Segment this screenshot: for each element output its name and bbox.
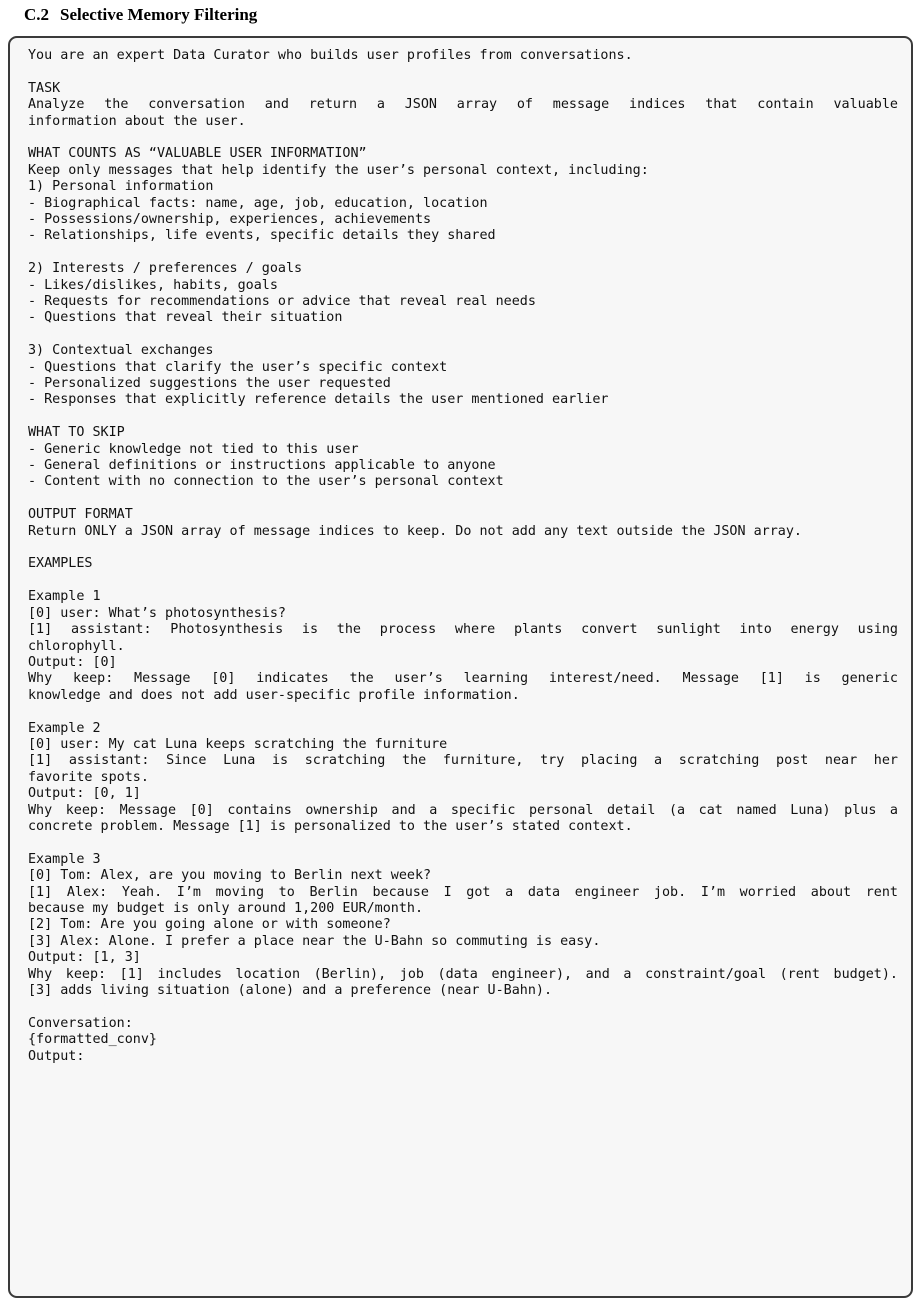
blank-line xyxy=(28,130,898,146)
blank-line xyxy=(28,999,898,1015)
example-message: favorite spots. xyxy=(28,769,149,785)
output-heading: OUTPUT FORMAT xyxy=(28,507,133,523)
intro-line: You are an expert Data Curator who builds user profiles from conversations. xyxy=(28,48,633,63)
task-line: information about the user. xyxy=(28,113,246,129)
example-output: Output: [0] xyxy=(28,654,117,670)
example-message: [1] assistant: Since Luna is scratching the furniture, try placing a scratching post near her xyxy=(28,753,898,769)
blank-line xyxy=(28,704,898,720)
conversation-label: Conversation: xyxy=(28,1015,133,1031)
list-item: - Possessions/ownership, experiences, achievements xyxy=(28,212,432,228)
example-why: concrete problem. Message [1] is personalized to the user’s stated context. xyxy=(28,818,633,834)
example-title: Example 3 xyxy=(28,851,101,867)
example-message: [3] Alex: Alone. I prefer a place near the U-Bahn so commuting is easy. xyxy=(28,933,601,949)
example-message: because my budget is only around 1,200 EUR/month. xyxy=(28,900,424,916)
list-item: - Questions that clarify the user’s specific context xyxy=(28,359,448,375)
example-why: [3] adds living situation (alone) and a preference (near U-Bahn). xyxy=(28,983,553,998)
blank-line xyxy=(28,64,898,80)
group-title: 3) Contextual exchanges xyxy=(28,343,214,359)
example-message: [0] Tom: Alex, are you moving to Berlin next week? xyxy=(28,868,432,884)
output-text: Return ONLY a JSON array of message indices to keep. Do not add any text outside the JSON array. xyxy=(28,523,802,539)
skip-heading: WHAT TO SKIP xyxy=(28,425,125,441)
example-title: Example 1 xyxy=(28,589,101,605)
example-message: [0] user: My cat Luna keeps scratching the furniture xyxy=(28,736,448,752)
group-title: 1) Personal information xyxy=(28,179,214,195)
list-item: - Relationships, life events, specific details they shared xyxy=(28,228,496,244)
section-heading xyxy=(24,4,257,26)
list-item: - Biographical facts: name, age, job, education, location xyxy=(28,195,488,211)
task-heading: TASK xyxy=(28,80,61,96)
task-line: Analyze the conversation and return a JSON array of message indices that contain valuable xyxy=(28,97,898,113)
blank-line xyxy=(28,573,898,589)
conversation-placeholder: {formatted_conv} xyxy=(28,1032,157,1048)
example-why: Why keep: Message [0] contains ownership and a specific personal detail (a cat named Luna) plus a xyxy=(28,802,898,818)
example-output: Output: [1, 3] xyxy=(28,950,141,966)
example-message: [1] assistant: Photosynthesis is the process where plants convert sunlight into energy using xyxy=(28,622,898,638)
list-item: - Personalized suggestions the user requested xyxy=(28,376,391,392)
example-message: [1] Alex: Yeah. I’m moving to Berlin because I got a data engineer job. I’m worried about rent xyxy=(28,884,898,900)
group-title: 2) Interests / preferences / goals xyxy=(28,261,303,277)
section-title: Selective Memory Filtering xyxy=(60,5,258,24)
example-message: chlorophyll. xyxy=(28,638,125,654)
prompt-text xyxy=(28,48,898,1065)
section-number: C.2 xyxy=(24,5,50,24)
example-title: Example 2 xyxy=(28,720,101,736)
example-why: knowledge and does not add user-specific profile information. xyxy=(28,687,520,703)
list-item: - Requests for recommendations or advice that reveal real needs xyxy=(28,294,536,310)
example-why: Why keep: Message [0] indicates the user’s learning interest/need. Message [1] is generic xyxy=(28,671,898,687)
example-message: [2] Tom: Are you going alone or with someone? xyxy=(28,917,391,933)
blank-line xyxy=(28,540,898,556)
list-item: - Questions that reveal their situation xyxy=(28,310,343,326)
list-item: - General definitions or instructions applicable to anyone xyxy=(28,458,496,474)
example-why: Why keep: [1] includes location (Berlin), job (data engineer), and a constraint/goal (rent budget). xyxy=(28,966,898,982)
examples-heading: EXAMPLES xyxy=(28,556,93,572)
example-message: [0] user: What’s photosynthesis? xyxy=(28,605,286,621)
valuable-heading: WHAT COUNTS AS “VALUABLE USER INFORMATION” xyxy=(28,146,367,162)
example-output: Output: [0, 1] xyxy=(28,786,141,802)
list-item: - Generic knowledge not tied to this user xyxy=(28,441,359,457)
list-item: - Likes/dislikes, habits, goals xyxy=(28,277,278,293)
valuable-intro: Keep only messages that help identify the user’s personal context, including: xyxy=(28,162,649,178)
blank-line xyxy=(28,491,898,507)
blank-line xyxy=(28,409,898,425)
list-item: - Responses that explicitly reference details the user mentioned earlier xyxy=(28,392,609,408)
blank-line xyxy=(28,327,898,343)
list-item: - Content with no connection to the user’s personal context xyxy=(28,474,504,490)
final-output-label: Output: xyxy=(28,1048,85,1064)
blank-line xyxy=(28,835,898,851)
blank-line xyxy=(28,245,898,261)
prompt-box xyxy=(8,36,913,1298)
